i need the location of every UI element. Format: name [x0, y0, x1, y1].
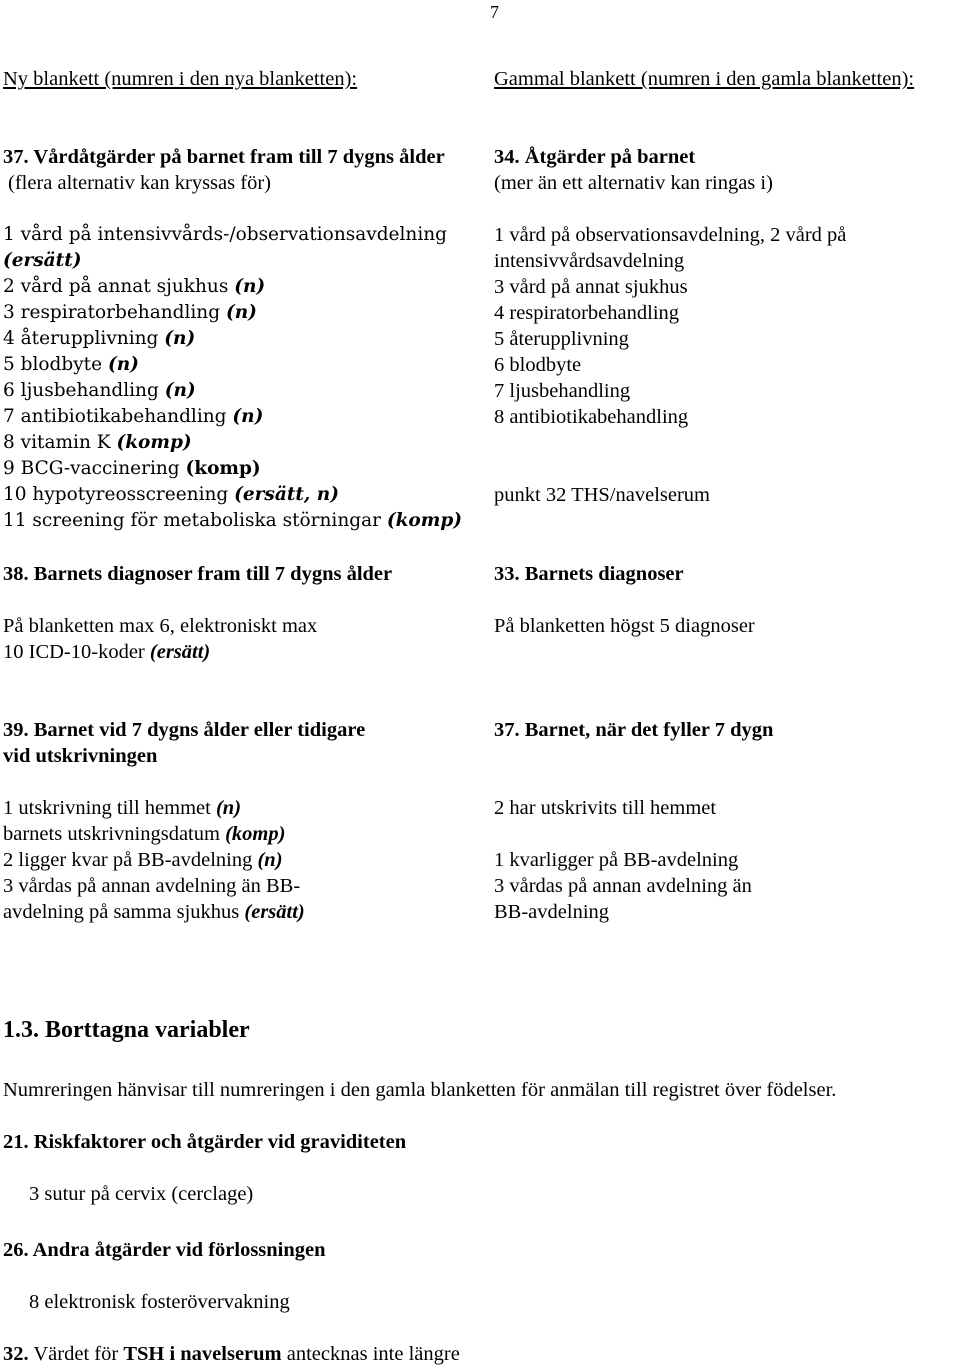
new-item: barnets utskrivningsdatum (komp) — [3, 823, 286, 845]
new-item: 11 screening för metaboliska störningar (komp) — [3, 510, 463, 531]
section-38-line: 10 ICD-10-koder (ersätt) — [3, 641, 211, 663]
old-form-header: Gammal blankett (numren i den gamla blanketten): — [494, 68, 915, 90]
new-item: 3 respiratorbehandling (n) — [3, 302, 257, 323]
removed-item-title: 21. Riskfaktorer och åtgärder vid graviditeten — [3, 1131, 407, 1153]
section-34-title: 34. Åtgärder på barnet — [494, 146, 696, 168]
new-item: 1 vård på intensivvårds-/observationsavdelning — [3, 224, 448, 245]
old-ths-item: punkt 32 THS/navelserum — [494, 484, 710, 506]
new-item: 2 vård på annat sjukhus (n) — [3, 276, 266, 297]
old-item: 8 antibiotikabehandling — [494, 406, 689, 428]
new-item: avdelning på samma sjukhus (ersätt) — [3, 901, 305, 923]
removed-item-detail: 3 sutur på cervix (cerclage) — [29, 1183, 254, 1205]
removed-item-detail: 8 elektronisk fosterövervakning — [29, 1291, 290, 1313]
old-item: intensivvårdsavdelning — [494, 250, 685, 272]
new-item: 4 återupplivning (n) — [3, 328, 196, 349]
section-39-title: vid utskrivningen — [3, 745, 158, 767]
new-item: 5 blodbyte (n) — [3, 354, 139, 375]
new-item: 10 hypotyreosscreening (ersätt, n) — [3, 484, 340, 505]
old-item: 3 vård på annat sjukhus — [494, 276, 688, 298]
new-item: 8 vitamin K (komp) — [3, 432, 192, 453]
new-item: 6 ljusbehandling (n) — [3, 380, 196, 401]
section-38-title: 38. Barnets diagnoser fram till 7 dygns ålder — [3, 563, 393, 585]
section-39-title: 39. Barnet vid 7 dygns ålder eller tidigare — [3, 719, 366, 741]
section-37-subtitle: (flera alternativ kan kryssas för) — [8, 172, 271, 194]
old-item: 1 vård på observationsavdelning, 2 vård på — [494, 224, 847, 246]
removed-item-title: 26. Andra åtgärder vid förlossningen — [3, 1239, 326, 1261]
new-item: 7 antibiotikabehandling (n) — [3, 406, 264, 427]
new-item: 3 vårdas på annan avdelning än BB- — [3, 875, 301, 897]
section-37-old-title: 37. Barnet, när det fyller 7 dygn — [494, 719, 774, 741]
old-item: BB-avdelning — [494, 901, 610, 923]
removed-intro: Numreringen hänvisar till numreringen i den gamla blanketten för anmälan till registret över födelser. — [3, 1079, 837, 1101]
section-33-line: På blanketten högst 5 diagnoser — [494, 615, 755, 637]
old-item: 3 vårdas på annan avdelning än — [494, 875, 752, 897]
new-item: 2 ligger kvar på BB-avdelning (n) — [3, 849, 283, 871]
section-33-title: 33. Barnets diagnoser — [494, 563, 684, 585]
new-form-header: Ny blankett (numren i den nya blanketten): — [3, 68, 358, 90]
new-item: 1 utskrivning till hemmet (n) — [3, 797, 242, 819]
old-item: 7 ljusbehandling — [494, 380, 631, 402]
removed-heading: 1.3. Borttagna variabler — [3, 1017, 250, 1043]
old-item: 6 blodbyte — [494, 354, 582, 376]
old-item: 1 kvarligger på BB-avdelning — [494, 849, 739, 871]
old-item: 2 har utskrivits till hemmet — [494, 797, 717, 819]
page-number: 7 — [490, 2, 499, 22]
removed-tsh-line: 32. Värdet för TSH i navelserum antecknas inte längre — [3, 1343, 460, 1365]
section-34-subtitle: (mer än ett alternativ kan ringas i) — [494, 172, 773, 194]
new-item: (ersätt) — [3, 250, 82, 271]
section-37-title: 37. Vårdåtgärder på barnet fram till 7 dygns ålder — [3, 146, 445, 168]
section-38-line: På blanketten max 6, elektroniskt max — [3, 615, 318, 637]
old-item: 4 respiratorbehandling — [494, 302, 680, 324]
old-item: 5 återupplivning — [494, 328, 629, 350]
new-item: 9 BCG-vaccinering (komp) — [3, 458, 261, 479]
